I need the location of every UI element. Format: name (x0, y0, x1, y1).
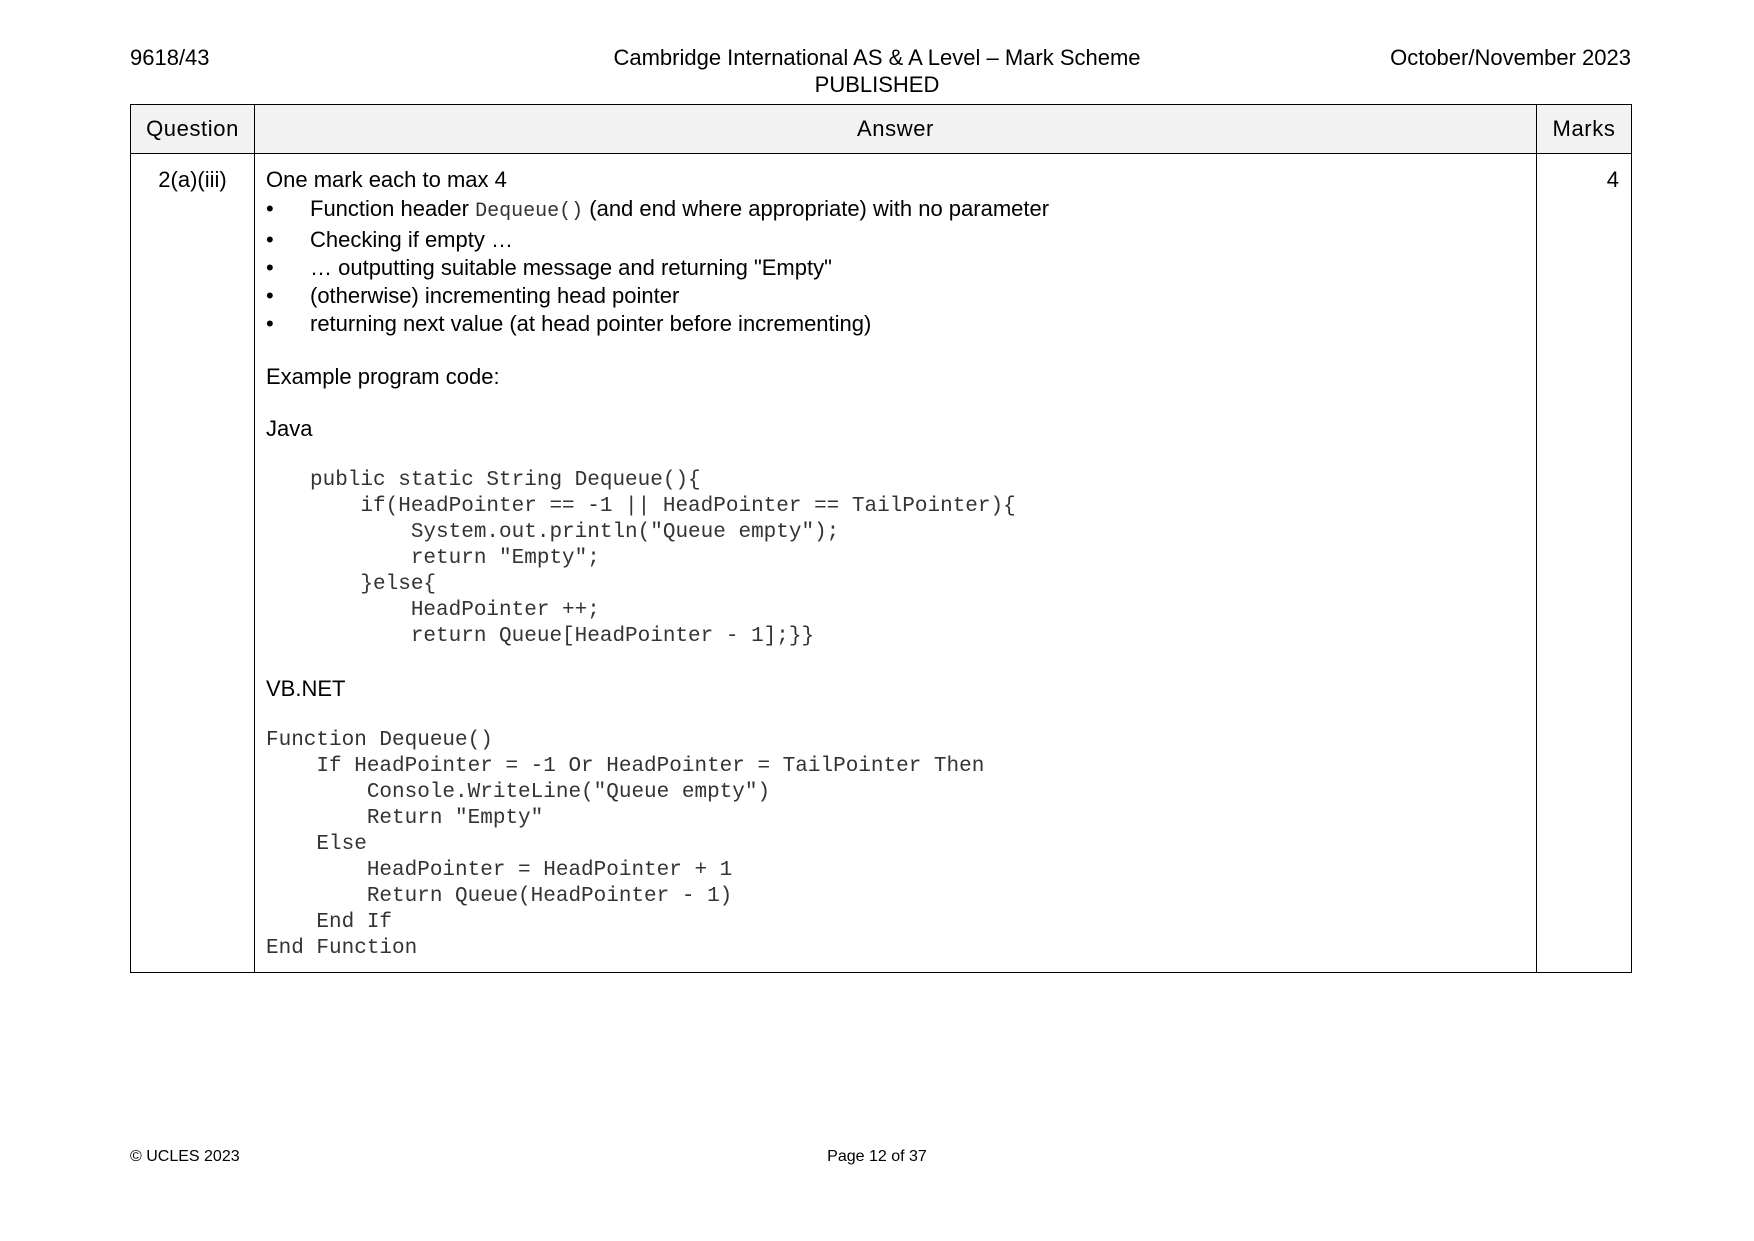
paper-code: 9618/43 (130, 45, 210, 70)
mark-allocation-intro: One mark each to max 4 (266, 167, 507, 192)
published-label: PUBLISHED (814, 72, 940, 97)
copyright-notice: © UCLES 2023 (130, 1148, 240, 1165)
marking-point: • Checking if empty … (266, 226, 1526, 254)
marking-points-list (266, 195, 1526, 338)
marking-point: • (otherwise) incrementing head pointer (266, 282, 1526, 310)
page-number: Page 12 of 37 (827, 1148, 927, 1165)
answer-column-header: Answer (255, 105, 1537, 154)
java-label: Java (266, 416, 313, 441)
marking-point (266, 195, 1526, 226)
java-code-block: public static String Dequeue(){ if(HeadPointer == -1 || HeadPointer == TailPointer){ System.out.println("Queue empty"); return "Empty"; }else{ HeadPointer ++; return Queue[HeadPointer - 1];}} (310, 469, 1016, 648)
example-code-label: Example program code: (266, 364, 500, 389)
question-number: 2(a)(iii) (131, 154, 255, 973)
marks-column-header: Marks (1537, 105, 1632, 154)
vbnet-label: VB.NET (266, 676, 346, 701)
table-row (131, 154, 1632, 973)
marking-point: • … outputting suitable message and returning "Empty" (266, 254, 1526, 282)
table-header-row (131, 105, 1632, 154)
marking-point: • returning next value (at head pointer before incrementing) (266, 310, 1526, 338)
exam-session: October/November 2023 (1390, 45, 1631, 70)
vbnet-code-block: Function Dequeue() If HeadPointer = -1 Or HeadPointer = TailPointer Then Console.WriteLine("Queue empty") Return "Empty" Else HeadPointer = HeadPointer + 1 Return Queue(HeadPointer - 1) End If End Function (266, 729, 985, 960)
question-column-header: Question (131, 105, 255, 154)
marks-value: 4 (1537, 154, 1632, 973)
inline-code: Dequeue() (475, 200, 584, 223)
mark-scheme-table (130, 104, 1632, 973)
marking-point-text: (and end where appropriate) with no parameter (583, 196, 1050, 221)
answer-cell (255, 154, 1537, 973)
title-text: Cambridge International AS & A Level – Mark Scheme (613, 45, 1141, 70)
marking-point-text: Function header (310, 196, 476, 221)
